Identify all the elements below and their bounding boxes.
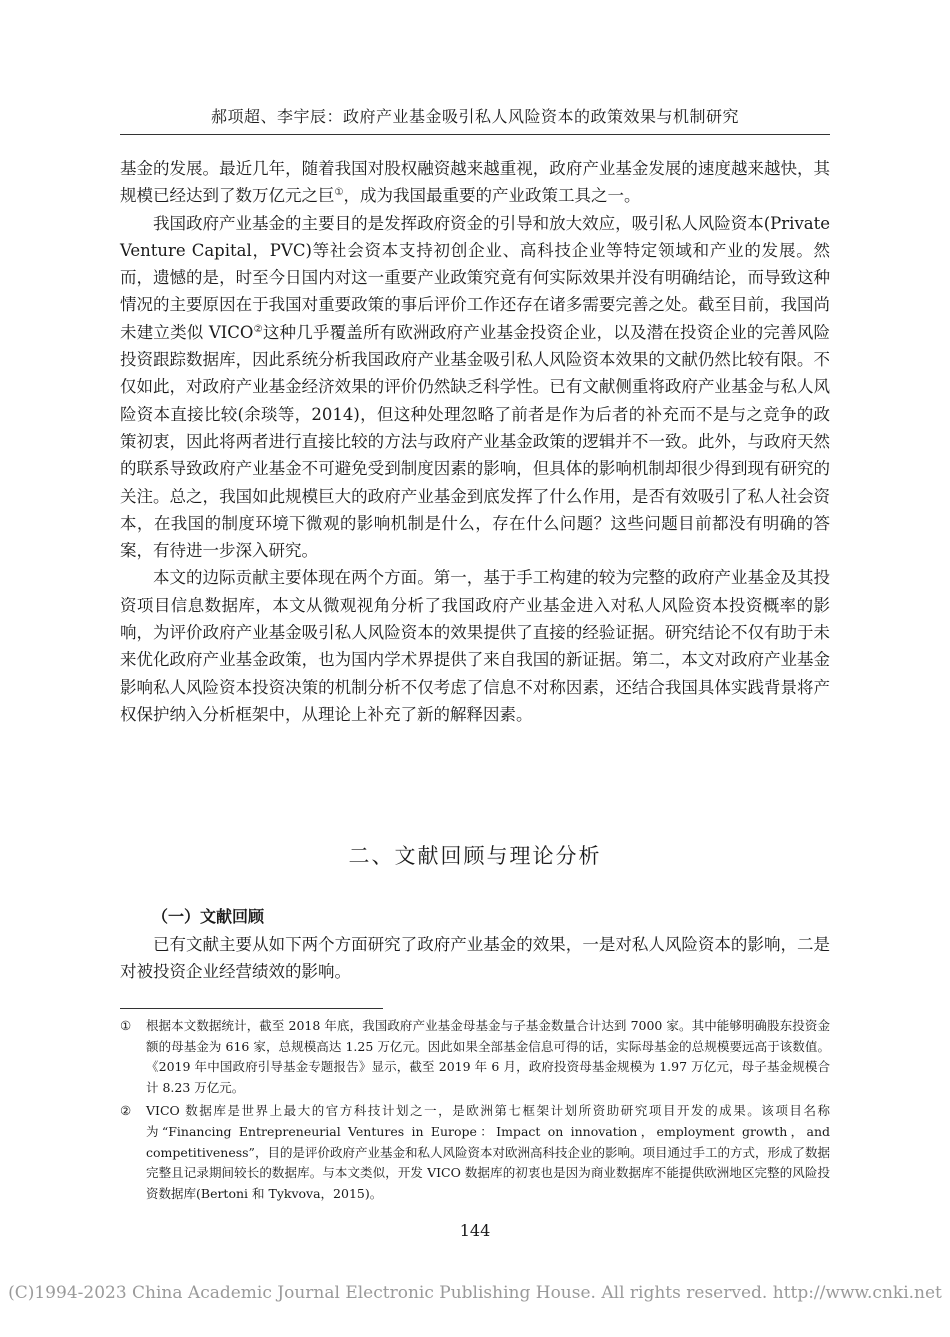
paragraph-2-text-b: 这种几乎覆盖所有欧洲政府产业基金投资企业，以及潜在投资企业的完善风险投资跟踪数据库，因此系统分析我国政府产业基金吸引私人风险资本效果的文献仍然比较有限。不仅如此，对政府产业基金经济效果的评价仍然缺乏科学性。已有文献侧重将政府产业基金与私人风险资本直接比较(余琰等，2014)，但这种处理忽略了前者是作为后者的补充而不是与之竞争的政策初衷，因此将两者进行直接比较的方法与政府产业基金政策的逻辑并不一致。此外，与政府天然的联系导致政府产业基金不可避免受到制度因素的影响，但具体的影响机制却很少得到现有研究的关注。总之，我国如此规模巨大的政府产业基金到底发挥了什么作用，是否有效吸引了私人社会资本，在我国的制度环境下微观的影响机制是什么，存在什么问题？这些问题目前都没有明确的答案，有待进一步深入研究。: [120, 322, 830, 561]
footnote-ref-1[interactable]: ①: [334, 187, 344, 199]
paragraph-1-text-a: 基金的发展。最近几年，随着我国对股权融资越来越重视，政府产业基金发展的速度越来越快，其规模已经达到了数万亿元之巨: [120, 159, 830, 206]
footnote-ref-2[interactable]: ②: [253, 323, 263, 335]
page-number: 144: [459, 1221, 491, 1240]
footnote-divider: [120, 1008, 383, 1009]
footnote-item: [120, 1016, 830, 1098]
paragraph-1-text-b: ，成为我国最重要的产业政策工具之一。: [343, 186, 641, 206]
footnotes: [120, 1016, 830, 1207]
footnote-text: VICO 数据库是世界上最大的官方科技计划之一，是欧洲第七框架计划所资助研究项目开发的成果。该项目名称为“Financing Entrepreneurial Ventures in Europe：Impact on innovation，employment growth，and competitiveness”，目的是评价政府产业基金和私人风险资本对欧洲高科技企业的影响。项目通过手工的方式，形成了数据完整且记录期间较长的数据库。与本文类似，开发 VICO 数据库的初衷也是因为商业数据库不能提供欧洲地区完整的风险投资数据库(Bertoni 和 Tykvova，2015)。: [146, 1103, 830, 1201]
footnote-mark: ②: [120, 1103, 132, 1119]
body-text: [120, 155, 830, 728]
footnote-mark: ①: [120, 1018, 132, 1033]
header-divider: [120, 134, 830, 135]
footnote-item: [120, 1101, 830, 1204]
subsection-paragraph-1: 已有文献主要从如下两个方面研究了政府产业基金的效果，一是对私人风险资本的影响，二是对被投资企业经营绩效的影响。: [120, 935, 830, 982]
paragraph-2: [120, 210, 830, 565]
footnote-text: 根据本文数据统计，截至 2018 年底，我国政府产业基金母基金与子基金数量合计达到 7000 家。其中能够明确股东投资金额的母基金为 616 家，总规模高达 1.25 万亿元。因此如果全部基金信息可得的话，实际母基金的总规模要远高于该数值。《2019 年中国政府引导基金专题报告》显示，截至 2019 年 6 月，政府投资母基金规模为 1.97 万亿元，母子基金规模合计 8.23 万亿元。: [146, 1018, 830, 1095]
subsection-heading: （一）文献回顾: [152, 907, 265, 926]
paragraph-3: 本文的边际贡献主要体现在两个方面。第一，基于手工构建的较为完整的政府产业基金及其投资项目信息数据库，本文从微观视角分析了我国政府产业基金进入对私人风险资本投资概率的影响，为评价政府产业基金吸引私人风险资本的效果提供了直接的经验证据。研究结论不仅有助于未来优化政府产业基金政策，也为国内学术界提供了来自我国的新证据。第二，本文对政府产业基金影响私人风险资本投资决策的机制分析不仅考虑了信息不对称因素，还结合我国具体实践背景将产权保护纳入分析框架中，从理论上补充了新的解释因素。: [120, 568, 830, 724]
subsection-body: [120, 931, 830, 986]
paragraph-1: [120, 155, 830, 210]
running-header: 郝项超、李宇辰：政府产业基金吸引私人风险资本的政策效果与机制研究: [210, 107, 739, 126]
section-heading: 二、文献回顾与理论分析: [348, 844, 602, 868]
paragraph-2-text-a: 我国政府产业基金的主要目的是发挥政府资金的引导和放大效应，吸引私人风险资本(Private Venture Capital，PVC)等社会资本支持初创企业、高科技企业等特定领域和产业的发展。然而，遗憾的是，时至今日国内对这一重要产业政策究竟有何实际效果并没有明确结论，而导致这种情况的主要原因在于我国对重要政策的事后评价工作还存在诸多需要完善之处。截至目前，我国尚未建立类似 VICO: [120, 213, 830, 342]
copyright-watermark: (C)1994-2023 China Academic Journal Electronic Publishing House. All rights reserved. http://www.cnki.net: [8, 1283, 942, 1303]
